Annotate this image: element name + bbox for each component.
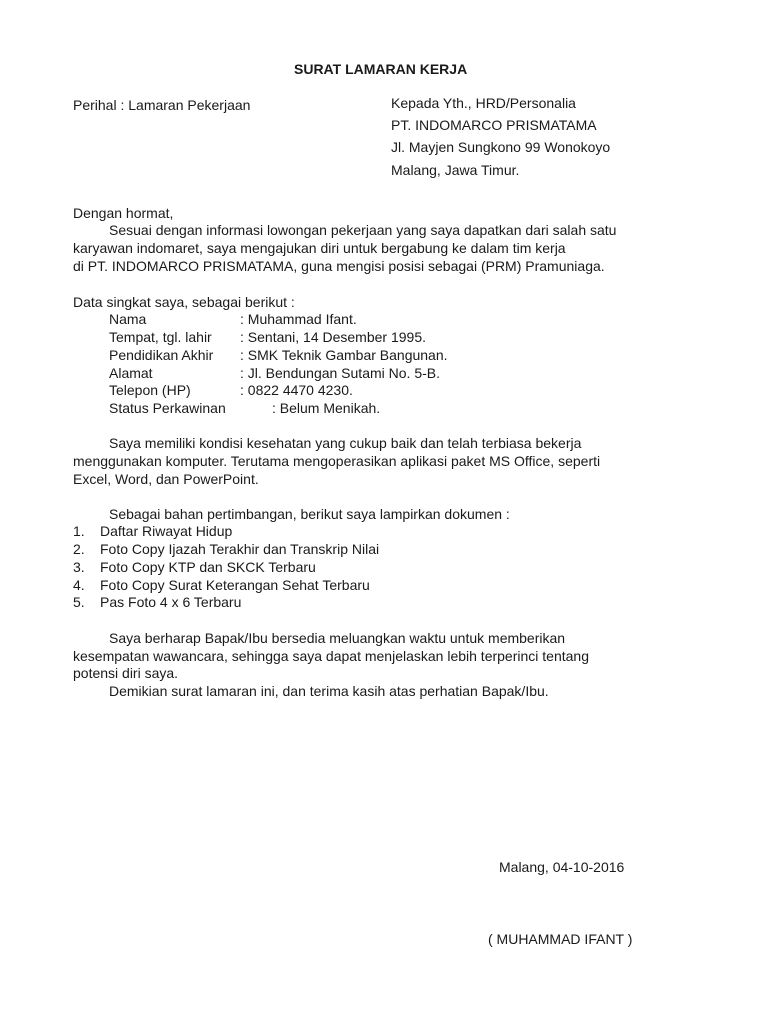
personal-label-education: Pendidikan Akhir [109,347,214,363]
attachment-item: Foto Copy Surat Keterangan Sehat Terbaru [100,577,370,593]
closing-line-1: Saya berharap Bapak/Ibu bersedia meluangkan waktu untuk memberikan [109,630,566,646]
intro-line-2: karyawan indomaret, saya mengajukan diri untuk bergabung ke dalam tim kerja [73,240,566,256]
attachment-number: 2. [73,541,85,557]
attachments-intro: Sebagai bahan pertimbangan, berikut saya lampirkan dokumen : [109,506,510,522]
attachment-number: 4. [73,577,85,593]
subject-line: Perihal : Lamaran Pekerjaan [73,97,251,113]
recipient-line-1: Kepada Yth., HRD/Personalia [391,95,576,111]
intro-line-3: di PT. INDOMARCO PRISMATAMA, guna mengisi posisi sebagai (PRM) Pramuniaga. [73,258,605,274]
personal-value-education: : SMK Teknik Gambar Bangunan. [240,347,448,363]
personal-value-phone: : 0822 4470 4230. [240,382,353,398]
closing-line-2: kesempatan wawancara, sehingga saya dapat menjelaskan lebih terperinci tentang [73,648,589,664]
personal-value-marital: : Belum Menikah. [272,400,381,416]
attachment-item: Daftar Riwayat Hidup [100,523,233,539]
attachment-number: 1. [73,523,85,539]
personal-label-birth: Tempat, tgl. lahir [109,329,212,345]
closing-line-3: potensi diri saya. [73,665,179,681]
personal-value-name: : Muhammad Ifant. [240,311,357,327]
skills-line-1: Saya memiliki kondisi kesehatan yang cukup baik dan telah terbiasa bekerja [109,435,582,451]
personal-value-birth: : Sentani, 14 Desember 1995. [240,329,427,345]
recipient-line-4: Malang, Jawa Timur. [391,162,520,178]
attachment-item: Foto Copy KTP dan SKCK Terbaru [100,559,316,575]
attachment-number: 5. [73,594,85,610]
recipient-line-3: Jl. Mayjen Sungkono 99 Wonokoyo [391,139,611,155]
thanks-line: Demikian surat lamaran ini, dan terima kasih atas perhatian Bapak/Ibu. [109,683,549,699]
letter-title: SURAT LAMARAN KERJA [294,61,468,77]
personal-label-marital: Status Perkawinan [109,400,226,416]
skills-line-3: Excel, Word, dan PowerPoint. [73,471,259,487]
data-heading: Data singkat saya, sebagai berikut : [73,294,295,310]
personal-label-phone: Telepon (HP) [109,382,191,398]
personal-label-address: Alamat [109,365,153,381]
intro-line-1: Sesuai dengan informasi lowongan pekerjaan yang saya dapatkan dari salah satu [109,222,617,238]
attachment-item: Pas Foto 4 x 6 Terbaru [100,594,242,610]
signature-name: ( MUHAMMAD IFANT ) [488,931,633,947]
skills-line-2: menggunakan komputer. Terutama mengoperasikan aplikasi paket MS Office, seperti [73,453,601,469]
place-date: Malang, 04-10-2016 [499,859,625,875]
attachment-number: 3. [73,559,85,575]
personal-value-address: : Jl. Bendungan Sutami No. 5-B. [240,365,440,381]
recipient-line-2: PT. INDOMARCO PRISMATAMA [391,117,597,133]
greeting: Dengan hormat, [73,205,174,221]
personal-label-name: Nama [109,311,147,327]
attachment-item: Foto Copy Ijazah Terakhir dan Transkrip Nilai [100,541,380,557]
